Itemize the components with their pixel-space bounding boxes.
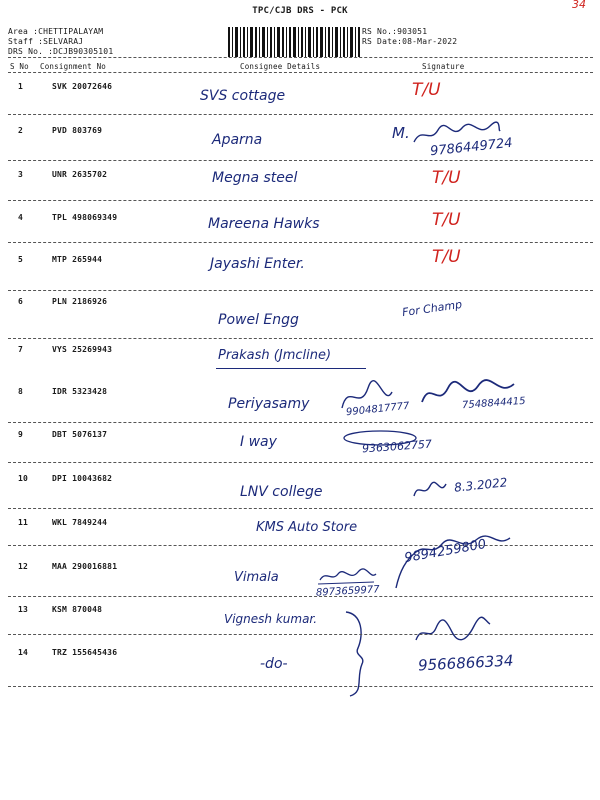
row-8-sno: 8 [18,387,24,396]
row-2-consignee: Aparna [212,132,263,148]
row-6-consignment: PLN 2186926 [52,297,108,306]
row-9-sno: 9 [18,430,24,439]
row-divider [8,114,593,115]
row-divider [8,242,593,243]
row-divider [8,686,593,687]
row-10-consignee: LNV college [240,484,323,500]
rs-number-field: RS No.:903051 [362,27,428,36]
row-divider [8,338,593,339]
row-divider [8,290,593,291]
row-8-consignment: IDR 5323428 [52,387,108,396]
drs-number-field: DRS No. :DCJB90305101 [8,47,114,56]
row-14-sno: 14 [18,648,29,657]
row-2-signature: 9786449724 [429,135,514,160]
column-header-signature: Signature [422,62,465,71]
row-1-consignee: SVS cottage [200,88,286,104]
row-12-sno: 12 [18,562,29,571]
row-12-consignee: Vimala [234,570,279,585]
row-4-consignment: TPL 498069349 [52,213,118,222]
row-3-consignment: UNR 2635702 [52,170,108,179]
row-7-consignment: VYS 25269943 [52,345,113,354]
row-5-consignment: MTP 265944 [52,255,103,264]
staff-field: Staff :SELVARAJ [8,37,84,46]
header-top-rule [8,57,593,58]
row-4-signature: T/U [432,210,461,230]
row-9-consignee: I way [240,434,277,450]
row-divider [8,634,593,635]
brace-mark [340,608,380,698]
page-mark: 34 [572,0,586,11]
row-9-consignment: DBT 5076137 [52,430,108,439]
row-divider [8,200,593,201]
row-divider [8,508,593,509]
row-7-consignee: Prakash (Jmcline) [218,348,332,363]
row-10-signature: 8.3.2022 [453,475,509,495]
row-10-consignment: DPI 10043682 [52,474,113,483]
row-12-consignment: MAA 290016881 [52,562,118,571]
row-1-signature: T/U [412,80,441,100]
row-8-second-phone: 9904817777 [345,400,411,419]
row-13-signature-scribble [412,616,492,646]
row-3-signature: T/U [432,168,461,188]
row-12-second-phone: 8973659977 [315,584,380,599]
row-divider [8,462,593,463]
row-6-signature: For Champ [401,297,463,320]
row-divider [8,422,593,423]
row-3-consignee: Megna steel [212,170,298,186]
row-13-consignment: KSM 870048 [52,605,103,614]
row-5-sno: 5 [18,255,24,264]
row-divider [8,596,593,597]
row-2-consignment: PVD 803769 [52,126,103,135]
rs-date-field: RS Date:08-Mar-2022 [362,37,458,46]
row-1-consignment: SVK 20072646 [52,82,113,91]
row-8-signature: 7548844415 [461,395,526,412]
column-header-consignee: Consignee Details [240,62,321,71]
row-1-sno: 1 [18,82,24,91]
row-12-signature: 9894259800 [403,536,488,567]
barcode-image [228,27,360,57]
column-header-sno: S No [10,62,29,71]
row-5-signature: T/U [432,247,461,267]
row-10-sno: 10 [18,474,29,483]
area-field: Area :CHETTIPALAYAM [8,27,104,36]
row-8-consignee: Periyasamy [228,396,310,412]
row-2-sno: 2 [18,126,24,135]
row-7-underline [216,368,366,369]
row-4-consignee: Mareena Hawks [208,216,320,232]
row-14-signature: 9566866334 [417,651,514,675]
row-13-sno: 13 [18,605,29,614]
column-header-consignment: Consignment No [40,62,107,71]
row-14-consignment: TRZ 155645436 [52,648,118,657]
row-12-inline-scribble [318,566,378,586]
row-3-sno: 3 [18,170,24,179]
row-10-signature-scribble [412,480,448,500]
row-6-sno: 6 [18,297,24,306]
row-5-consignee: Jayashi Enter. [210,256,305,272]
row-7-sno: 7 [18,345,24,354]
row-4-sno: 4 [18,213,24,222]
row-11-consignment: WKL 7849244 [52,518,108,527]
row-6-consignee: Powel Engg [218,312,299,328]
row-11-consignee: KMS Auto Store [256,520,358,535]
row-11-sno: 11 [18,518,29,527]
header-bottom-rule [8,72,593,73]
row-14-consignee: -do- [260,656,288,672]
row-divider [8,160,593,161]
row-13-consignee: Vignesh kumar. [224,612,318,626]
row-2-initial-mark: M. [392,124,410,142]
row-9-signature: 9363062757 [361,437,433,456]
document-title: TPC/CJB DRS - PCK [252,6,348,16]
